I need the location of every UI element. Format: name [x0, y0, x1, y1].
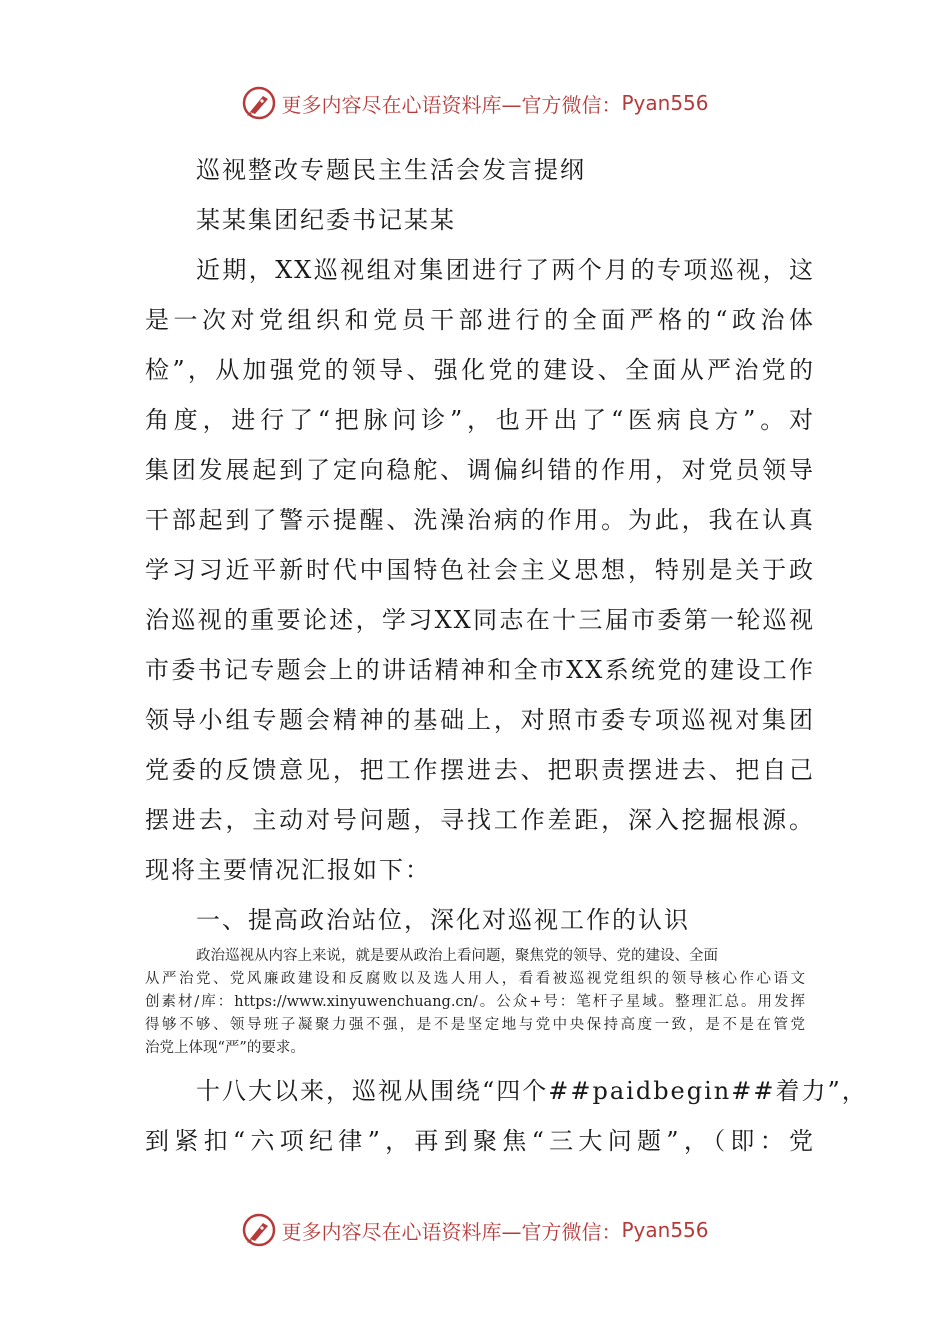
- pen-nib-logo-icon: [241, 85, 277, 121]
- paragraph-line: 检”，从加强党的领导、强化党的建设、全面从严治党的: [145, 356, 815, 384]
- small-text-line: 得够不够、领导班子凝聚力强不强，是不是坚定地与党中央保持高度一致，是不是在管党: [145, 1017, 805, 1033]
- banner-text: 更多内容尽在心语资料库—官方微信：: [281, 1219, 622, 1244]
- banner-text: 更多内容尽在心语资料库—官方微信：: [281, 92, 622, 117]
- small-text-line: 从严治党、党风廉政建设和反腐败以及选人用人，看看被巡视党组织的领导核心作心语文: [145, 971, 805, 987]
- small-text-line: 创素材/库：https://www.xinyuwenchuang.cn/。公众+号：笔杆子星域。整理汇总。用发挥: [145, 994, 805, 1010]
- banner-wechat-id: Pyan556: [621, 1218, 709, 1242]
- paragraph-line: 十八大以来，巡视从围绕“四个##paidbegin##着力”，: [196, 1077, 868, 1105]
- paragraph-line: 现将主要情况汇报如下：: [145, 856, 431, 884]
- paragraph-line: 市委书记专题会上的讲话精神和全市XX系统党的建设工作: [145, 656, 815, 684]
- paragraph-line: 摆进去，主动对号问题，寻找工作差距，深入挖掘根源。: [145, 806, 815, 834]
- paragraph-line: 领导小组专题会精神的基础上，对照市委专项巡视对集团: [145, 706, 815, 734]
- paragraph-line: 是一次对党组织和党员干部进行的全面严格的“政治体: [145, 306, 815, 334]
- paragraph-line: 集团发展起到了定向稳舵、调偏纠错的作用，对党员领导: [145, 456, 815, 484]
- paragraph-line: 干部起到了警示提醒、洗澡治病的作用。为此，我在认真: [145, 506, 815, 534]
- small-text-line: 治党上体现“严”的要求。: [145, 1040, 305, 1056]
- header-banner: [0, 81, 950, 125]
- paragraph-line: 党委的反馈意见，把工作摆进去、把职责摆进去、把自己: [145, 756, 815, 784]
- small-text-line: 政治巡视从内容上来说，就是要从政治上看问题，聚焦党的领导、党的建设、全面: [196, 948, 718, 964]
- section-heading: 一、提高政治站位，深化对巡视工作的认识: [196, 906, 690, 934]
- pen-nib-logo-icon: [241, 1212, 277, 1248]
- banner-wechat-id: Pyan556: [621, 91, 709, 115]
- paragraph-line: 到紧扣“六项纪律”，再到聚焦“三大问题”，（即：党: [145, 1127, 815, 1155]
- paragraph-line: 治巡视的重要论述，学习XX同志在十三届市委第一轮巡视: [145, 606, 815, 634]
- paragraph-line: 角度，进行了“把脉问诊”，也开出了“医病良方”。对: [145, 406, 815, 434]
- document-author: 某某集团纪委书记某某: [196, 206, 456, 234]
- document-title: 巡视整改专题民主生活会发言提纲: [196, 156, 586, 184]
- paragraph-line: 学习习近平新时代中国特色社会主义思想，特别是关于政: [145, 556, 815, 584]
- footer-banner: [0, 1208, 950, 1252]
- paragraph-line: 近期，XX巡视组对集团进行了两个月的专项巡视，这: [196, 256, 815, 284]
